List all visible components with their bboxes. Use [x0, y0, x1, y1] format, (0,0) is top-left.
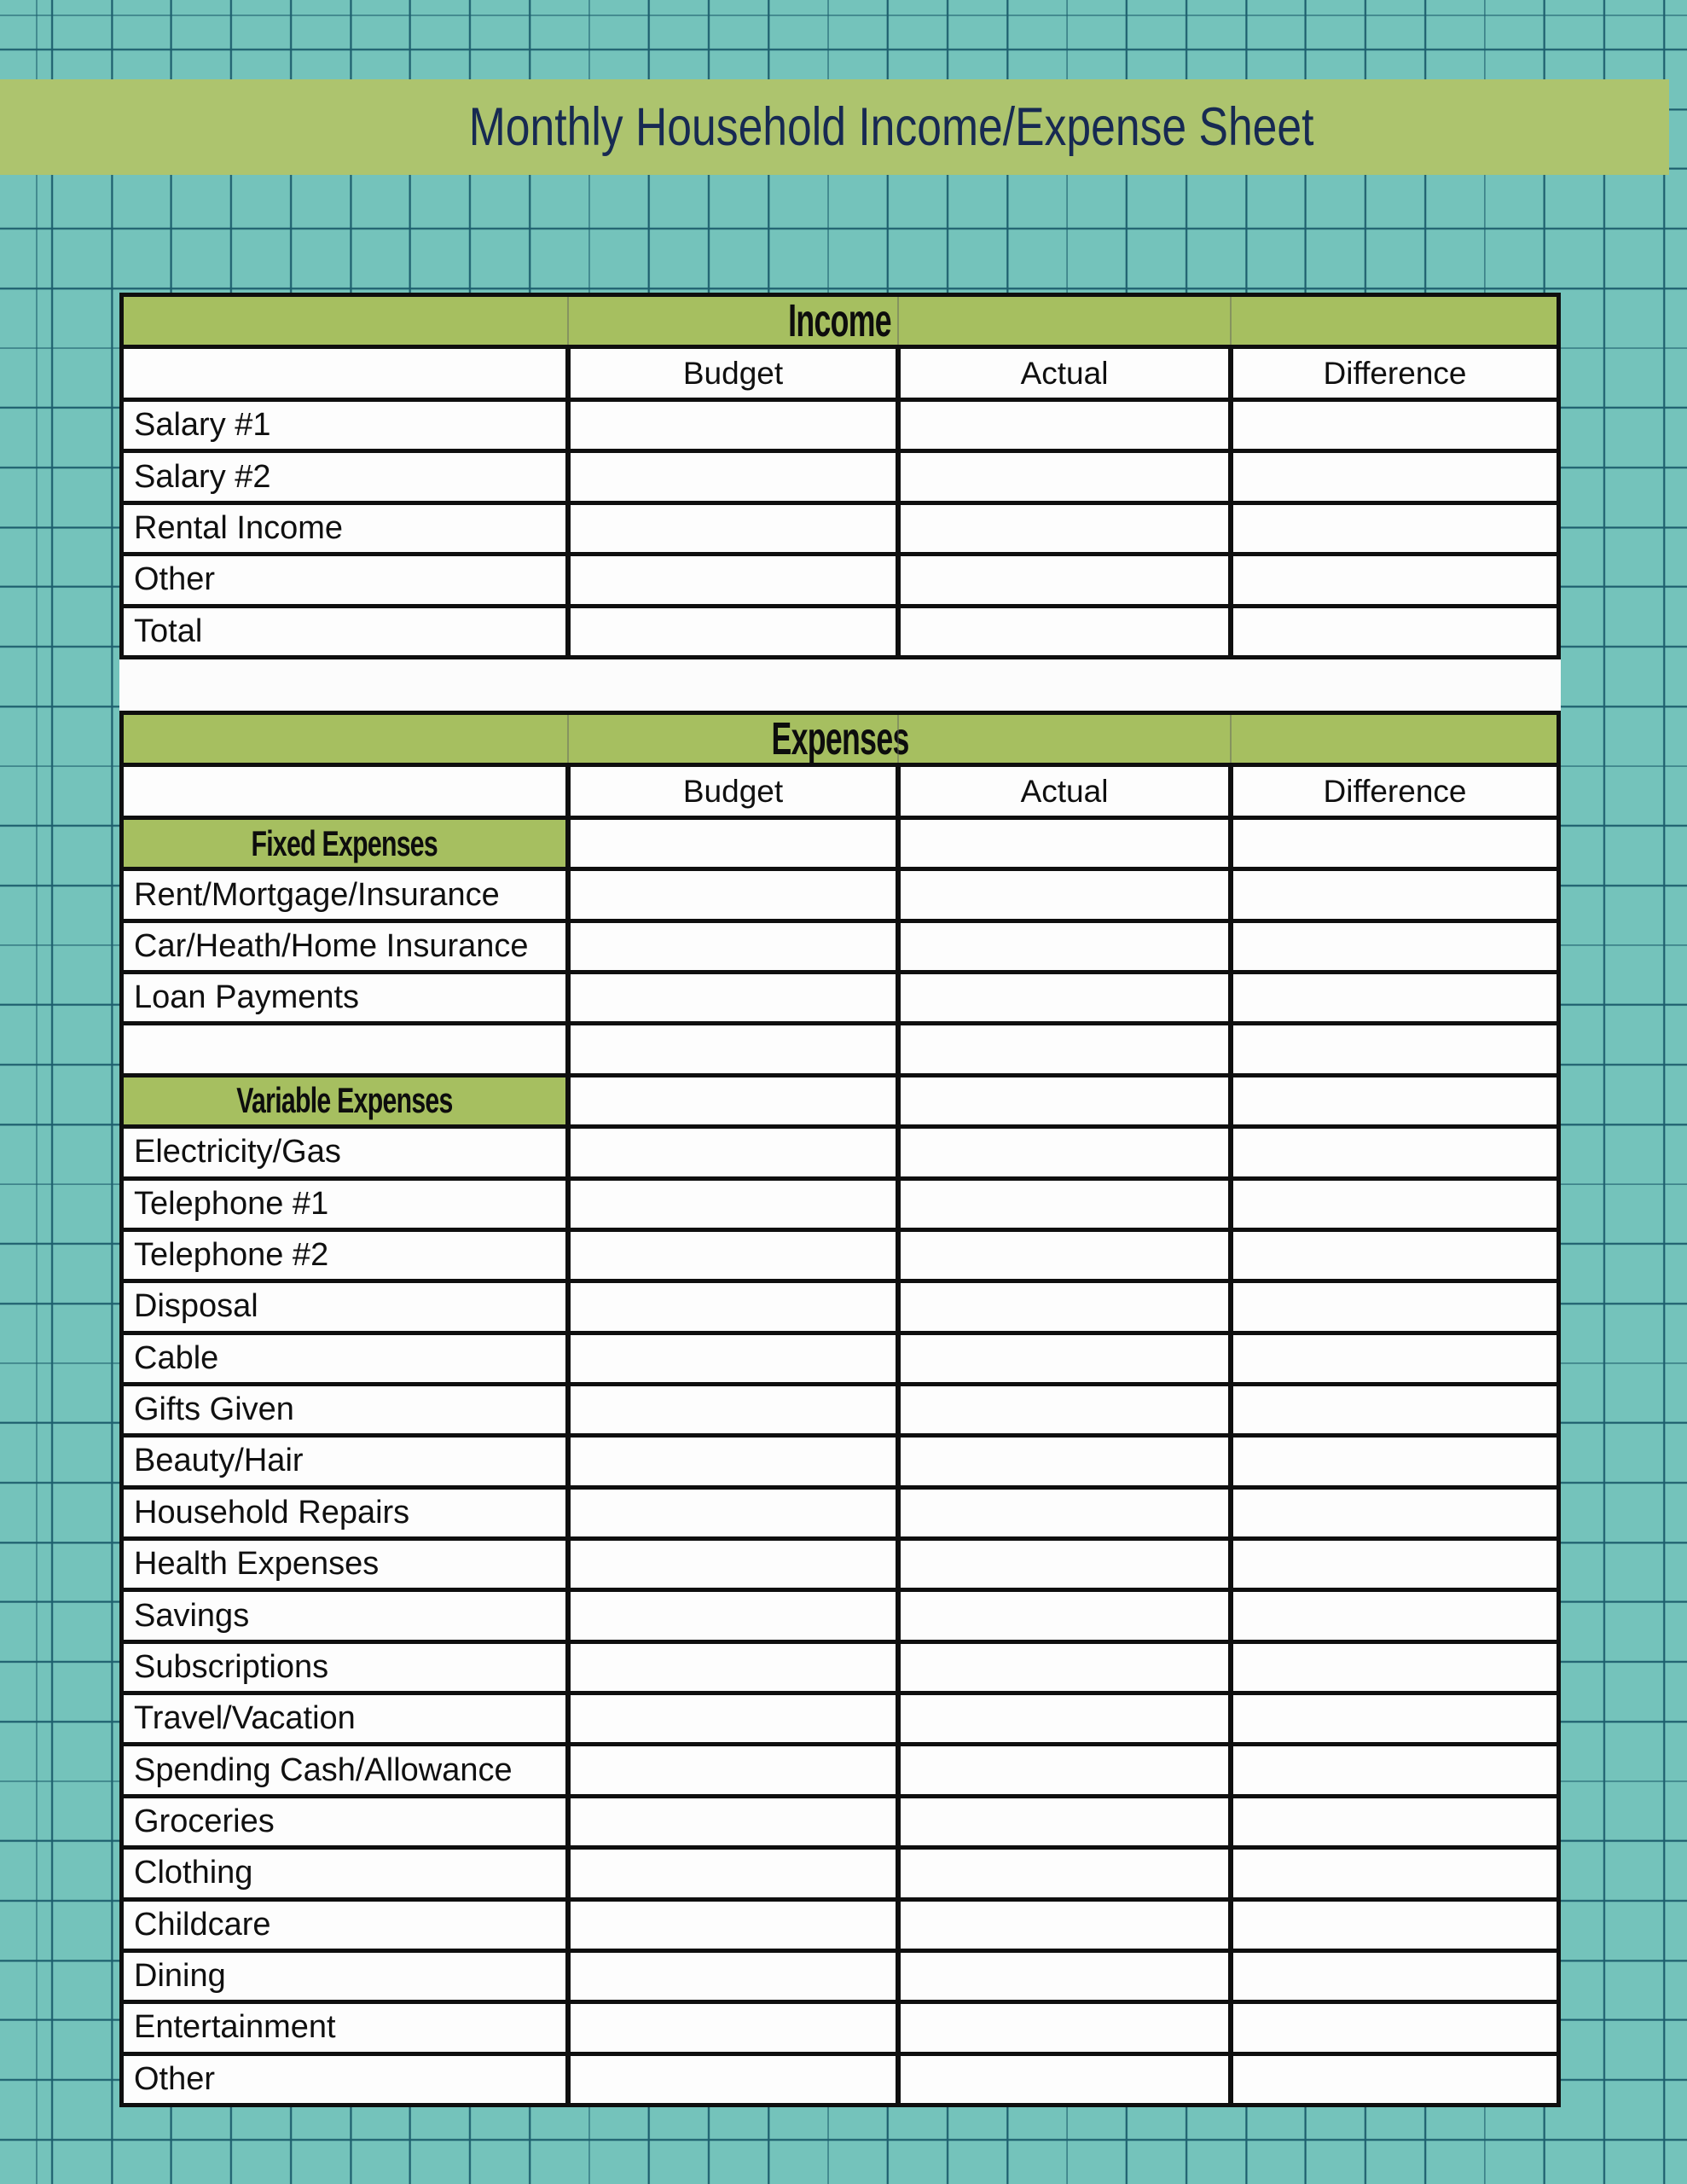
actual-cell [901, 1386, 1228, 1433]
corner-blank-cell [124, 767, 565, 816]
budget-cell [571, 1541, 896, 1588]
difference-cell [1233, 1438, 1557, 1484]
budget-cell [571, 1129, 896, 1176]
section-header-label: Fixed Expenses [251, 822, 438, 863]
actual-cell [901, 1025, 1228, 1072]
difference-cell [1233, 1850, 1557, 1896]
budget-cell [571, 1798, 896, 1845]
row-label: Travel/Vacation [124, 1695, 565, 1742]
difference-cell [1233, 402, 1557, 449]
difference-cell [1233, 1541, 1557, 1588]
difference-cell [1233, 1077, 1557, 1124]
difference-cell [1233, 1798, 1557, 1845]
difference-cell [1233, 2056, 1557, 2103]
actual-cell [901, 871, 1228, 918]
row-label: Health Expenses [124, 1541, 565, 1588]
actual-cell [901, 1644, 1228, 1691]
row-label: Childcare [124, 1902, 565, 1949]
budget-cell [571, 1283, 896, 1330]
income-band-label: Income [788, 295, 892, 346]
budget-cell [571, 1232, 896, 1279]
difference-cell [1233, 1386, 1557, 1433]
column-header-actual: Actual [901, 349, 1228, 398]
row-label: Household Repairs [124, 1490, 565, 1536]
column-separator-line [567, 715, 569, 763]
budget-cell [571, 1592, 896, 1639]
row-label: Dining [124, 1953, 565, 2000]
difference-cell [1233, 1644, 1557, 1691]
budget-cell [571, 1490, 896, 1536]
income-table [119, 293, 1561, 659]
actual-cell [901, 2004, 1228, 2051]
row-label: Savings [124, 1592, 565, 1639]
difference-cell [1233, 1232, 1557, 1279]
difference-cell [1233, 453, 1557, 500]
row-label: Cable [124, 1335, 565, 1382]
column-header-difference: Difference [1233, 349, 1557, 398]
row-label: Other [124, 556, 565, 603]
budget-cell [571, 1181, 896, 1228]
corner-blank-cell [124, 349, 565, 398]
actual-cell [901, 1592, 1228, 1639]
section-header-label: Variable Expenses [236, 1080, 453, 1121]
difference-cell [1233, 974, 1557, 1021]
actual-cell [901, 2056, 1228, 2103]
actual-cell [901, 820, 1228, 867]
actual-cell [901, 1335, 1228, 1382]
actual-cell [901, 1283, 1228, 1330]
actual-cell [901, 1077, 1228, 1124]
difference-cell [1233, 556, 1557, 603]
budget-cell [571, 505, 896, 552]
row-label: Electricity/Gas [124, 1129, 565, 1176]
row-label: Telephone #1 [124, 1181, 565, 1228]
actual-cell [901, 1129, 1228, 1176]
budget-cell [571, 608, 896, 655]
column-header-actual: Actual [901, 767, 1228, 816]
actual-cell [901, 1490, 1228, 1536]
row-label: Entertainment [124, 2004, 565, 2051]
budget-cell [571, 871, 896, 918]
row-label: Groceries [124, 1798, 565, 1845]
difference-cell [1233, 1953, 1557, 2000]
budget-cell [571, 923, 896, 970]
actual-cell [901, 1746, 1228, 1793]
actual-cell [901, 1953, 1228, 2000]
actual-cell [901, 1695, 1228, 1742]
column-separator-line [1230, 297, 1232, 345]
row-label: Disposal [124, 1283, 565, 1330]
row-label: Spending Cash/Allowance [124, 1746, 565, 1793]
column-header-difference: Difference [1233, 767, 1557, 816]
budget-cell [571, 2004, 896, 2051]
difference-cell [1233, 1490, 1557, 1536]
difference-cell [1233, 1283, 1557, 1330]
budget-cell [571, 1077, 896, 1124]
actual-cell [901, 1438, 1228, 1484]
difference-cell [1233, 1746, 1557, 1793]
column-separator-line [1230, 715, 1232, 763]
budget-cell [571, 1644, 896, 1691]
budget-cell [571, 974, 896, 1021]
column-header-budget: Budget [571, 767, 896, 816]
difference-cell [1233, 1695, 1557, 1742]
actual-cell [901, 1541, 1228, 1588]
difference-cell [1233, 608, 1557, 655]
actual-cell [901, 1181, 1228, 1228]
expenses-band-label: Expenses [771, 713, 909, 764]
column-header-budget: Budget [571, 349, 896, 398]
difference-cell [1233, 1129, 1557, 1176]
difference-cell [1233, 1902, 1557, 1949]
column-separator-line [897, 297, 899, 345]
actual-cell [901, 923, 1228, 970]
budget-cell [571, 1025, 896, 1072]
section-header-cell [124, 1077, 565, 1124]
row-label: Clothing [124, 1850, 565, 1896]
row-label [124, 1025, 565, 1072]
row-label: Beauty/Hair [124, 1438, 565, 1484]
expenses-table [119, 711, 1561, 2107]
row-label: Loan Payments [124, 974, 565, 1021]
row-label: Rental Income [124, 505, 565, 552]
budget-cell [571, 1850, 896, 1896]
actual-cell [901, 1850, 1228, 1896]
budget-cell [571, 820, 896, 867]
budget-cell [571, 453, 896, 500]
budget-cell [571, 1746, 896, 1793]
row-label: Telephone #2 [124, 1232, 565, 1279]
budget-cell [571, 1902, 896, 1949]
budget-cell [571, 1953, 896, 2000]
income-band [124, 297, 1557, 345]
difference-cell [1233, 871, 1557, 918]
difference-cell [1233, 1335, 1557, 1382]
actual-cell [901, 1232, 1228, 1279]
actual-cell [901, 402, 1228, 449]
row-label: Salary #1 [124, 402, 565, 449]
budget-cell [571, 1438, 896, 1484]
budget-cell [571, 402, 896, 449]
difference-cell [1233, 1025, 1557, 1072]
column-separator-line [897, 715, 899, 763]
title-banner [0, 79, 1669, 175]
difference-cell [1233, 2004, 1557, 2051]
table-spacer [119, 659, 1561, 711]
difference-cell [1233, 923, 1557, 970]
budget-cell [571, 2056, 896, 2103]
row-label: Subscriptions [124, 1644, 565, 1691]
actual-cell [901, 608, 1228, 655]
row-label: Total [124, 608, 565, 655]
budget-cell [571, 1386, 896, 1433]
actual-cell [901, 505, 1228, 552]
row-label: Rent/Mortgage/Insurance [124, 871, 565, 918]
budget-cell [571, 1335, 896, 1382]
budget-cell [571, 1695, 896, 1742]
difference-cell [1233, 820, 1557, 867]
row-label: Car/Heath/Home Insurance [124, 923, 565, 970]
actual-cell [901, 1798, 1228, 1845]
actual-cell [901, 453, 1228, 500]
difference-cell [1233, 505, 1557, 552]
row-label: Gifts Given [124, 1386, 565, 1433]
column-separator-line [567, 297, 569, 345]
row-label: Other [124, 2056, 565, 2103]
row-label: Salary #2 [124, 453, 565, 500]
section-header-cell [124, 820, 565, 867]
difference-cell [1233, 1181, 1557, 1228]
page-title: Monthly Household Income/Expense Sheet [469, 97, 1314, 157]
actual-cell [901, 556, 1228, 603]
difference-cell [1233, 1592, 1557, 1639]
expenses-band [124, 715, 1557, 763]
actual-cell [901, 1902, 1228, 1949]
budget-cell [571, 556, 896, 603]
actual-cell [901, 974, 1228, 1021]
